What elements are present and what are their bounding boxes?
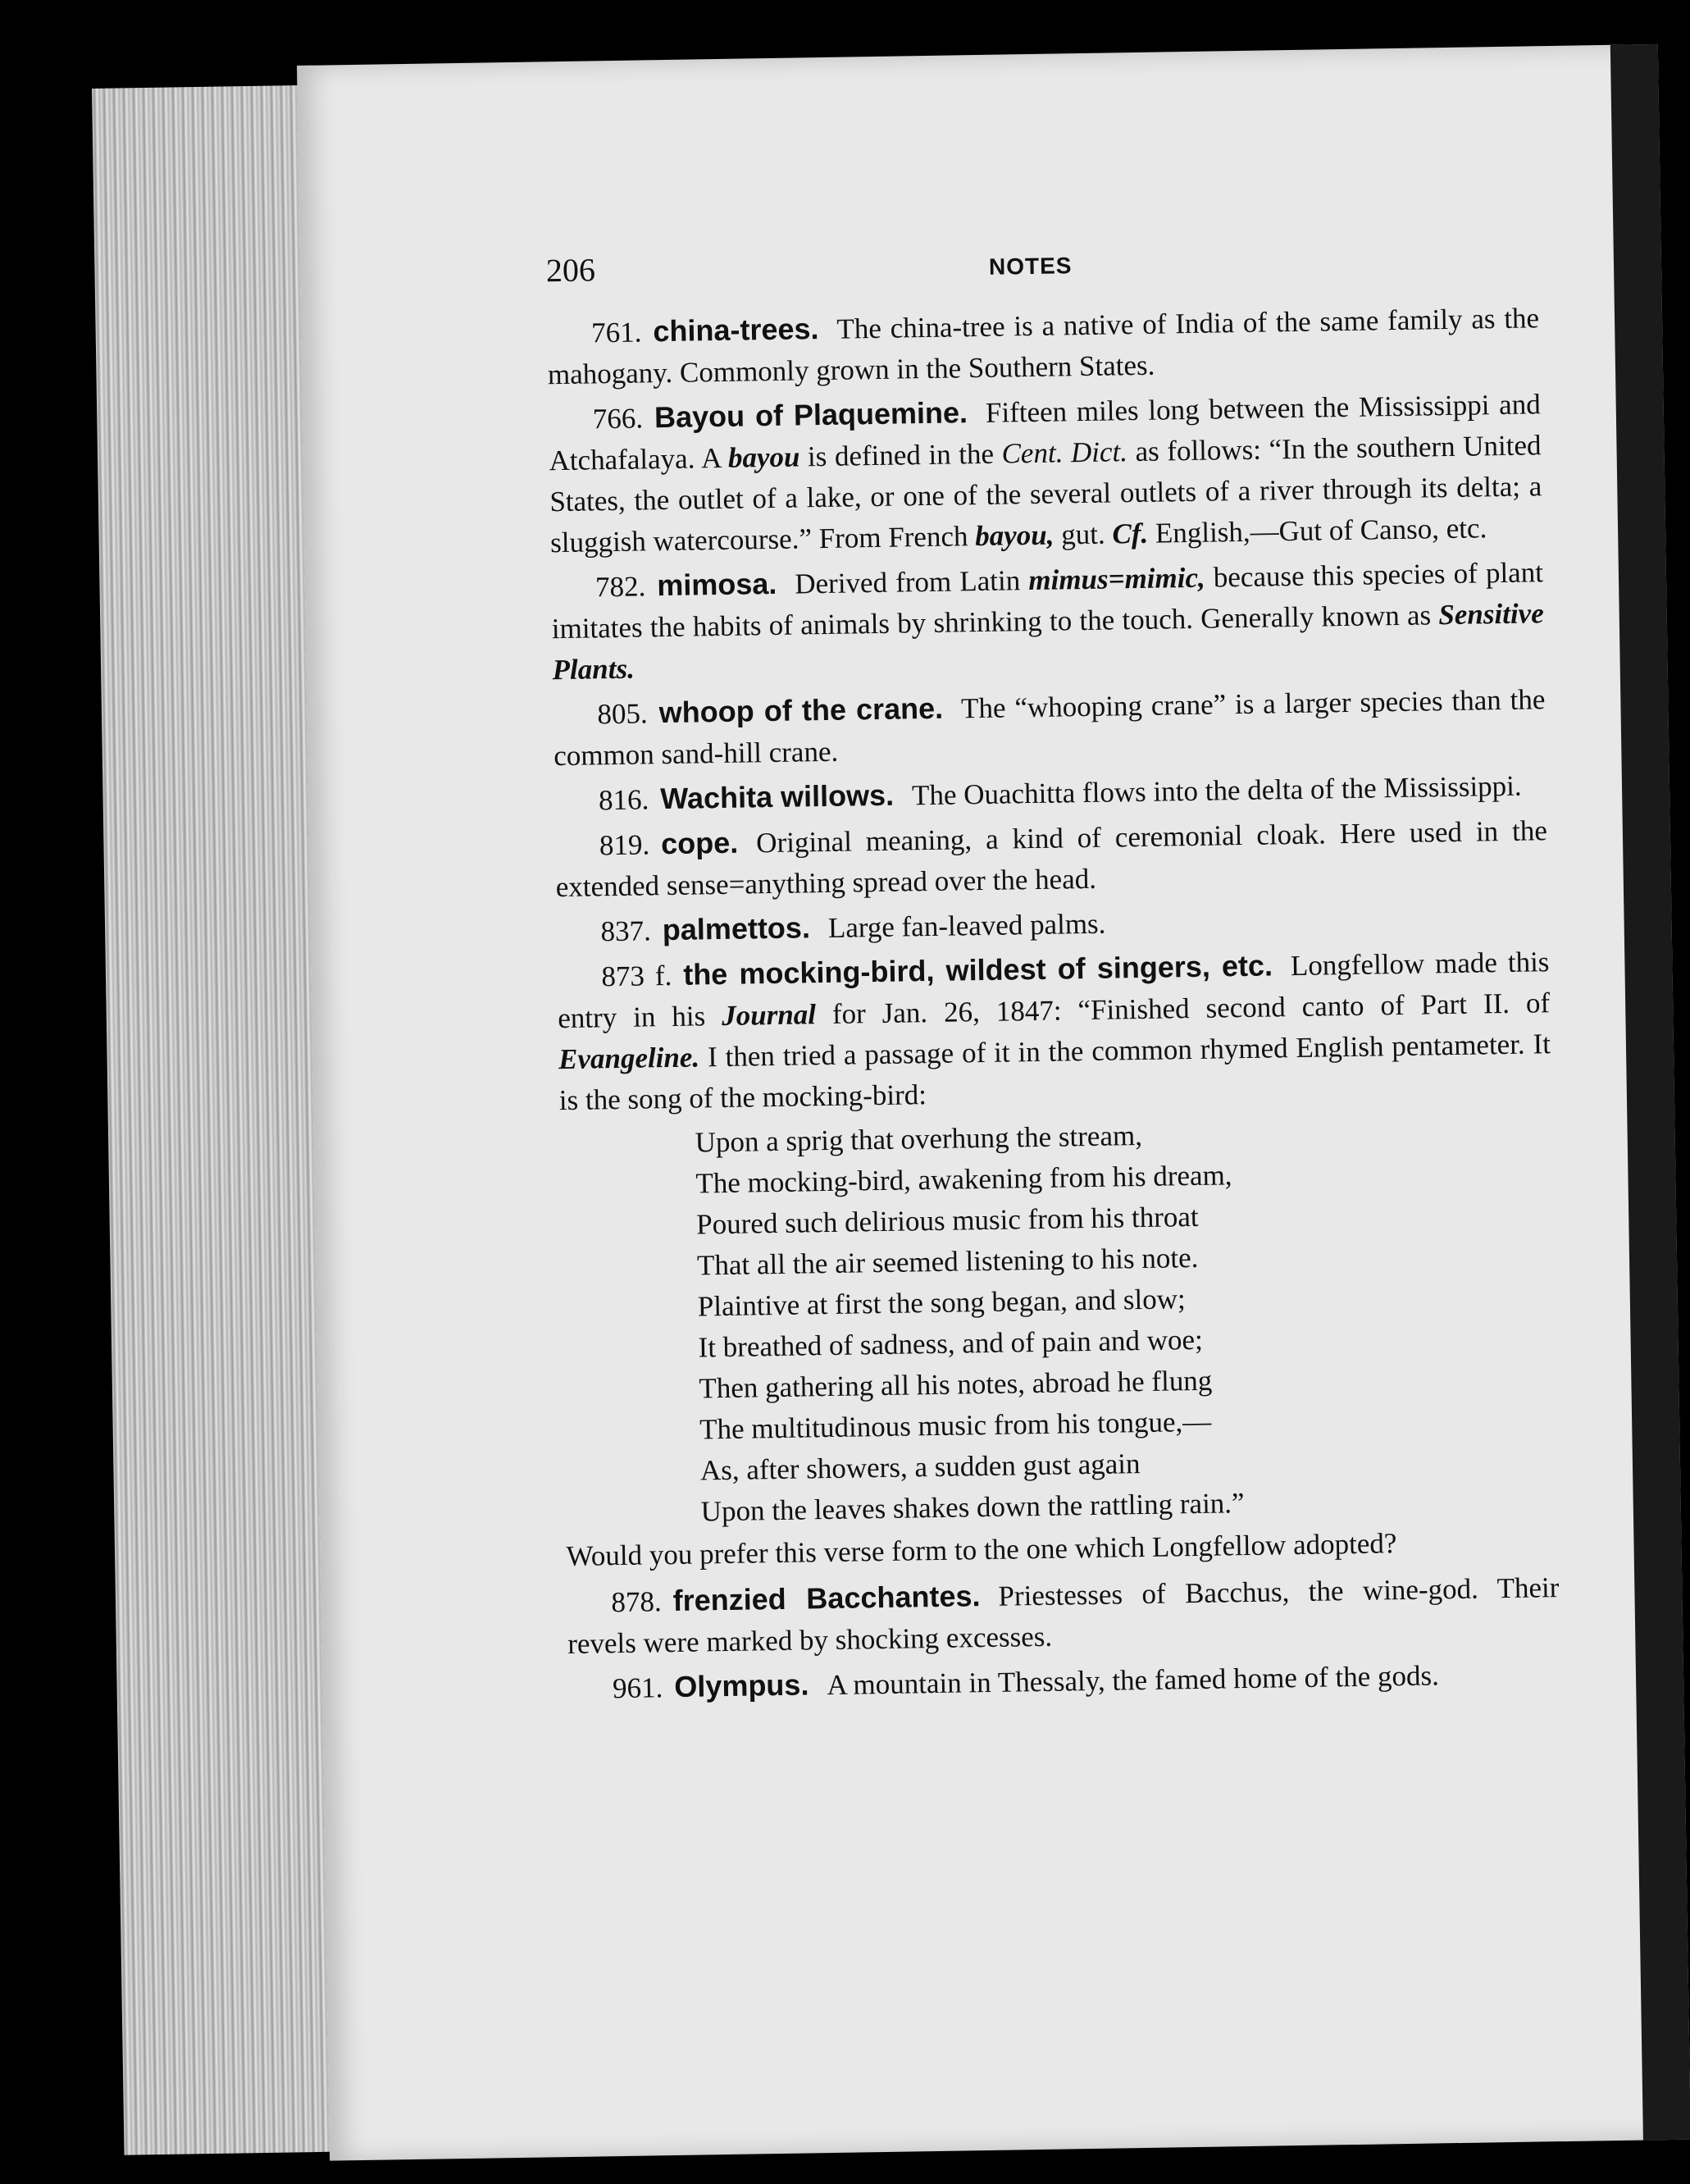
note-italic-term: Journal xyxy=(721,998,817,1033)
note-number: 805. xyxy=(597,697,649,731)
note-number: 837. xyxy=(600,914,652,948)
note-keyword: mimosa. xyxy=(656,566,777,603)
note-text: as follows: “In the southern United States, the outlet of a lake, or one of the several outlets of a river through its delta; a sluggish watercourse.” From French xyxy=(549,429,1542,559)
note-text: Original meaning, a kind of ceremonial cloak. Here used in the extended sense=anything spread over the head. xyxy=(555,814,1548,904)
page-sheet xyxy=(297,44,1690,2161)
note-text: I then tried a passage of it in the common rhymed English pentameter. It is the song of the mocking-bird: xyxy=(558,1028,1551,1117)
binding-shadow xyxy=(1610,44,1690,2141)
note-text: Derived from Latin xyxy=(795,564,1029,600)
page-number: 206 xyxy=(545,251,596,290)
note-text: Longfellow made this entry in his xyxy=(557,946,1550,1035)
note-text: for Jan. 26, 1847: “Finished second canto of Part II. of xyxy=(815,987,1551,1031)
note-keyword: Olympus. xyxy=(674,1667,809,1704)
poem-line: Poured such delirious music from his throat xyxy=(695,1200,1199,1241)
note-italic-term: mimus=mimic, xyxy=(1028,561,1205,597)
note-805 xyxy=(553,678,1546,777)
note-number: 766. xyxy=(592,402,644,435)
poem-line: Upon a sprig that overhung the stream, xyxy=(695,1119,1143,1159)
note-number: 782. xyxy=(594,570,646,604)
note-text: English,—Gut of Canso, etc. xyxy=(1147,512,1487,549)
book-page-edges xyxy=(92,85,334,2155)
note-number: 878. xyxy=(611,1585,663,1619)
note-italic-term: Sensitive Plants. xyxy=(552,597,1544,686)
note-text: Priestesses of Bacchus, the wine-god. Their revels were marked by shocking excesses. xyxy=(567,1571,1560,1661)
running-head: NOTES xyxy=(988,253,1073,280)
note-keyword: whoop of the crane. xyxy=(658,691,944,730)
note-number: 816. xyxy=(598,783,649,817)
poem-line: Plaintive at first the song began, and slow; xyxy=(697,1283,1186,1323)
poem-quotation xyxy=(695,1109,1558,1532)
poem-line: That all the air seemed listening to his note. xyxy=(696,1241,1199,1282)
poem-line: Upon the leaves shakes down the rattling rain.” xyxy=(700,1487,1245,1528)
poem-line: As, after showers, a sudden gust again xyxy=(699,1448,1141,1487)
poem-line: The mocking-bird, awakening from his dream, xyxy=(695,1159,1232,1200)
note-keyword: the mocking-bird, wildest of singers, etc. xyxy=(682,948,1273,992)
note-text: The “whooping crane” is a larger species than the common sand-hill crane. xyxy=(553,683,1546,773)
poem-line: Then gathering all his notes, abroad he flung xyxy=(699,1364,1213,1405)
note-italic-term: bayou xyxy=(727,440,800,474)
note-873-continuation: Would you prefer this verse form to the one which Longfellow adopted? xyxy=(566,1527,1397,1573)
page-text xyxy=(546,235,1561,1713)
page-header xyxy=(546,235,1539,294)
note-number: 873 f. xyxy=(601,959,672,993)
note-keyword: china-trees. xyxy=(653,312,819,349)
note-text: Fifteen miles long between the Mississippi and Atchafalaya. A xyxy=(549,388,1541,477)
note-italic-term: Cent. Dict. xyxy=(1001,435,1128,470)
note-keyword: Bayou of Plaquemine. xyxy=(654,395,968,435)
poem-line: It breathed of sadness, and of pain and woe; xyxy=(698,1323,1204,1364)
note-761 xyxy=(547,297,1540,395)
note-text: is defined in the xyxy=(799,437,1002,473)
note-873 xyxy=(557,941,1551,1121)
note-keyword: cope. xyxy=(660,825,739,861)
note-keyword: frenzied Bacchantes. xyxy=(672,1579,981,1618)
note-italic-term: Cf. xyxy=(1112,517,1149,550)
note-italic-term: Evangeline. xyxy=(558,1041,700,1076)
note-text: Large fan-leaved palms. xyxy=(827,907,1106,944)
note-text: gut. xyxy=(1054,518,1113,551)
note-text: The Ouachitta flows into the delta of the Mississippi. xyxy=(911,769,1522,812)
note-keyword: palmettos. xyxy=(662,910,811,947)
note-text: A mountain in Thessaly, the famed home of the gods. xyxy=(827,1659,1440,1702)
note-number: 819. xyxy=(599,828,650,862)
note-878 xyxy=(567,1566,1560,1665)
note-keyword: Wachita willows. xyxy=(660,777,895,816)
note-text: The china-tree is a native of India of the same family as the mahogany. Commonly grown in the Southern States. xyxy=(547,302,1540,391)
note-819 xyxy=(555,809,1548,908)
note-number: 961. xyxy=(612,1671,663,1705)
note-italic-term: bayou, xyxy=(974,518,1055,553)
poem-line: The multitudinous music from his tongue,— xyxy=(699,1405,1212,1446)
note-766 xyxy=(548,383,1542,563)
note-text: because this species of plant imitates the habits of animals by shrinking to the touch. Generally known as xyxy=(551,556,1544,645)
note-782 xyxy=(551,551,1545,691)
note-number: 761. xyxy=(590,316,642,349)
